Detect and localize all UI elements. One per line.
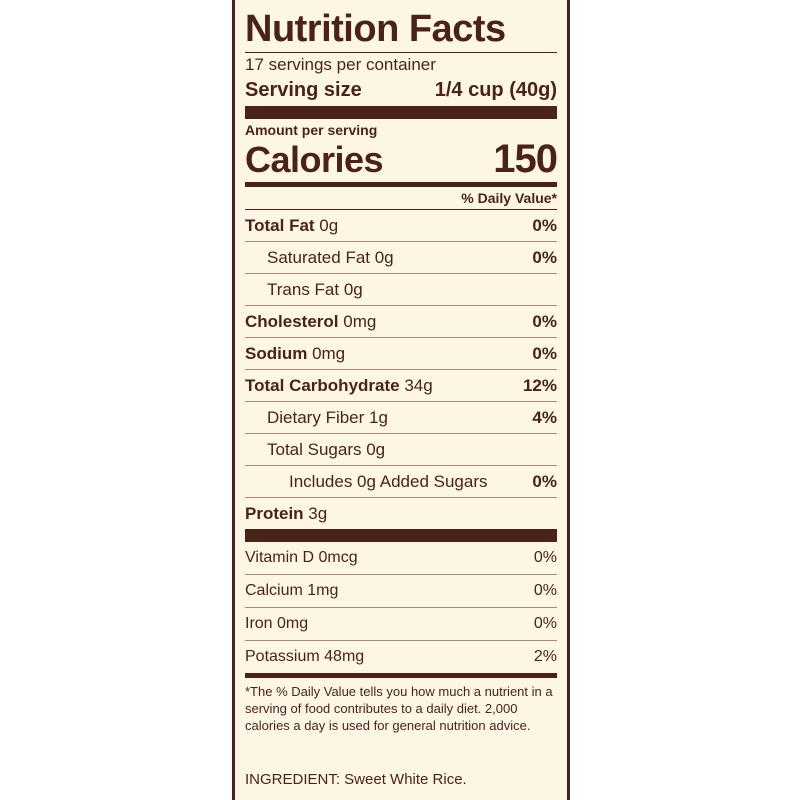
nutrition-facts-label <box>245 8 557 734</box>
nutrient-name: Dietary Fiber 1g <box>267 408 388 427</box>
vitamin-list <box>245 542 557 673</box>
vitamin-name: Vitamin D 0mcg <box>245 549 358 566</box>
nutrient-list <box>245 210 557 529</box>
nutrient-name: Protein 3g <box>245 504 328 523</box>
nutrient-row <box>245 370 557 401</box>
nutrient-name: Includes 0g Added Sugars <box>289 472 488 491</box>
vitamin-name: Potassium 48mg <box>245 648 365 665</box>
vitamin-daily-value: 0% <box>533 549 557 566</box>
servings-per-container: 17 servings per container <box>245 55 436 74</box>
daily-value-header: % Daily Value* <box>461 190 557 206</box>
nutrient-row <box>245 498 557 529</box>
vitamin-row <box>245 575 557 607</box>
nutrient-name: Total Sugars 0g <box>267 440 386 459</box>
nutrient-name: Cholesterol 0mg <box>245 312 377 331</box>
nutrient-name: Saturated Fat 0g <box>267 248 394 267</box>
serving-size-value: 1/4 cup (40g) <box>434 79 557 101</box>
serving-size-label: Serving size <box>245 79 362 101</box>
vitamin-row <box>245 641 557 673</box>
vitamin-name: Iron 0mg <box>245 615 309 632</box>
page-title: Nutrition Facts <box>245 8 506 50</box>
nutrient-row <box>245 210 557 241</box>
nutrient-daily-value: 0% <box>532 344 557 363</box>
vitamin-name: Calcium 1mg <box>245 582 339 599</box>
nutrient-name: Total Carbohydrate 34g <box>245 376 433 395</box>
nutrient-daily-value: 0% <box>532 248 557 267</box>
vitamin-daily-value: 0% <box>533 582 557 599</box>
divider-thick-bottom <box>245 529 557 542</box>
divider-thick-top <box>245 106 557 119</box>
ingredient-statement: INGREDIENT: Sweet White Rice. <box>245 771 467 788</box>
nutrient-name: Sodium 0mg <box>245 344 346 363</box>
nutrient-row <box>245 466 557 497</box>
nutrient-row <box>245 274 557 305</box>
calories-value: 150 <box>493 137 557 181</box>
nutrient-name: Trans Fat 0g <box>267 280 363 299</box>
nutrient-daily-value: 0% <box>532 312 557 331</box>
nutrient-row <box>245 402 557 433</box>
nutrient-daily-value: 12% <box>522 376 557 395</box>
nutrient-row <box>245 306 557 337</box>
nutrient-daily-value: 0% <box>532 216 557 235</box>
nutrient-row <box>245 242 557 273</box>
vitamin-daily-value: 2% <box>533 648 557 665</box>
calories-row <box>245 139 557 182</box>
nutrient-row <box>245 434 557 465</box>
nutrient-daily-value: 0% <box>532 472 557 491</box>
amount-per-serving-label: Amount per serving <box>245 122 378 138</box>
vitamin-row <box>245 542 557 574</box>
nutrient-row <box>245 338 557 369</box>
serving-size-row <box>245 77 557 106</box>
calories-label: Calories <box>245 139 384 180</box>
nutrient-daily-value: 4% <box>532 408 557 427</box>
nutrient-name: Total Fat 0g <box>245 216 339 235</box>
vitamin-row <box>245 608 557 640</box>
footnote: *The % Daily Value tells you how much a nutrient in a serving of food contributes to a daily diet. 2,000 calories a day is used for general nutrition advice. <box>245 684 553 733</box>
vitamin-daily-value: 0% <box>533 615 557 632</box>
